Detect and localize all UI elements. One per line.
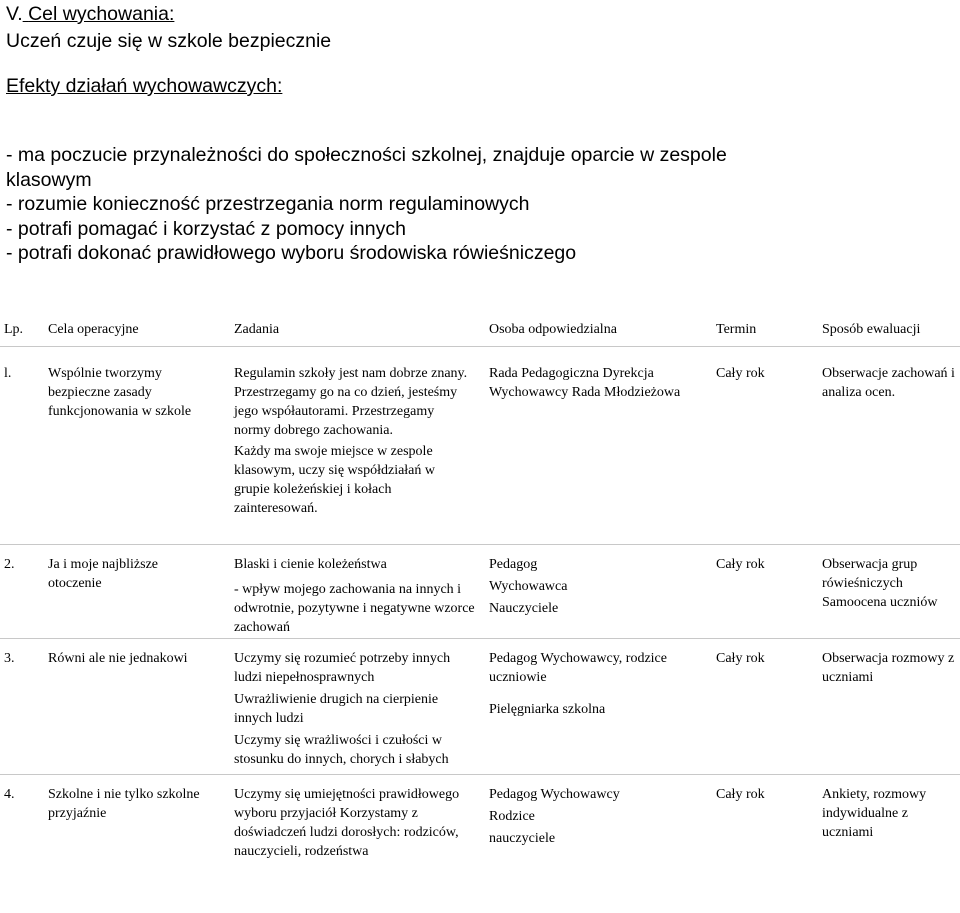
evaluation-text: Obserwacja grup rówieśniczych xyxy=(822,557,918,591)
responsible-cell xyxy=(489,364,709,402)
row-divider xyxy=(0,346,960,347)
tasks-cell xyxy=(234,364,474,518)
row-number: 2. xyxy=(4,557,15,572)
column-header-evaluation: Sposób ewaluacji xyxy=(822,322,921,337)
responsible-text: Pedagog xyxy=(489,557,538,572)
effects-item: - potrafi dokonać prawidłowego wyboru środowiska rówieśniczego xyxy=(6,242,577,264)
column-header-lp: Lp. xyxy=(4,322,24,337)
task-text: Uczymy się rozumieć potrzeby innych ludzi niepełnosprawnych xyxy=(234,651,451,685)
tasks-cell xyxy=(234,649,478,769)
responsible-text: Nauczyciele xyxy=(489,601,559,616)
evaluation-text: Ankiety, rozmowy indywidualne z uczniami xyxy=(822,787,927,840)
term-cell: Cały rok xyxy=(716,557,765,572)
task-text: Regulamin szkoły jest nam dobrze znany. Przestrzegamy go na co dzień, jesteśmy jego współautorami. Przestrzegamy normy dobrego zachowania. xyxy=(234,366,468,438)
column-header-goal: Cela operacyjne xyxy=(48,322,139,337)
effects-item: - potrafi pomagać i korzystać z pomocy innych xyxy=(6,217,406,240)
evaluation-cell xyxy=(822,555,956,612)
row-divider xyxy=(0,544,960,545)
plan-table xyxy=(0,318,960,913)
task-text: Uczymy się umiejętności prawidłowego wyboru przyjaciół Korzystamy z doświadczeń ludzi dorosłych: rodziców, nauczycieli, rodzeństwa xyxy=(234,787,460,859)
column-header-tasks: Zadania xyxy=(234,322,280,337)
effects-item: - rozumie konieczność przestrzegania norm regulaminowych xyxy=(6,193,530,215)
effects-title: Efekty działań wychowawczych: xyxy=(6,75,283,97)
responsible-text: Rodzice xyxy=(489,809,535,824)
goal-cell: Wspólnie tworzymy bezpieczne zasady funkcjonowania w szkole xyxy=(48,366,192,419)
effects-item: klasowym xyxy=(6,168,92,191)
responsible-cell xyxy=(489,785,704,848)
responsible-text: Pielęgniarka szkolna xyxy=(489,702,606,717)
tasks-cell xyxy=(234,785,480,861)
row-number: 4. xyxy=(4,787,15,802)
responsible-text: nauczyciele xyxy=(489,831,556,846)
evaluation-text: Samoocena uczniów xyxy=(822,595,938,610)
section-number: V. xyxy=(6,3,23,25)
responsible-text: Rada Pedagogiczna Dyrekcja Wychowawcy Rada Młodzieżowa xyxy=(489,366,681,400)
term-cell: Cały rok xyxy=(716,787,765,802)
evaluation-text: Obserwacja rozmowy z uczniami xyxy=(822,651,955,685)
tasks-cell xyxy=(234,555,482,637)
task-text: Uwrażliwienie drugich na cierpienie innych ludzi xyxy=(234,692,439,726)
goal-cell: Ja i moje najbliższe otoczenie xyxy=(48,557,159,591)
task-text: Blaski i cienie koleżeństwa xyxy=(234,557,387,572)
evaluation-cell xyxy=(822,649,956,687)
column-header-term: Termin xyxy=(716,322,757,337)
evaluation-cell xyxy=(822,364,956,402)
responsible-text: Pedagog Wychowawcy, rodzice uczniowie xyxy=(489,651,667,685)
row-divider xyxy=(0,774,960,775)
term-cell: Cały rok xyxy=(716,366,765,381)
responsible-text: Pedagog Wychowawcy xyxy=(489,787,620,802)
responsible-text: Wychowawca xyxy=(489,579,568,594)
responsible-cell xyxy=(489,649,704,719)
task-text: Każdy ma swoje miejsce w zespole klasowym, uczy się współdziałań w grupie koleżeńskiej i kołach zainteresowań. xyxy=(234,444,436,516)
row-divider xyxy=(0,638,960,639)
task-text: - wpływ mojego zachowania na innych i odwrotnie, pozytywne i negatywne wzorce zachowań xyxy=(234,582,475,635)
column-header-responsible: Osoba odpowiedzialna xyxy=(489,322,617,337)
term-cell: Cały rok xyxy=(716,651,765,666)
row-number: l. xyxy=(4,366,12,381)
effects-item: - ma poczucie przynależności do społeczności szkolnej, znajduje oparcie w zespole xyxy=(6,144,727,166)
effects-list xyxy=(6,143,886,266)
goal-cell: Szkolne i nie tylko szkolne przyjaźnie xyxy=(48,787,200,821)
evaluation-cell xyxy=(822,785,956,842)
section-heading xyxy=(6,2,174,26)
row-number: 3. xyxy=(4,651,15,666)
section-title: Cel wychowania: xyxy=(28,3,175,25)
section-subtitle: Uczeń czuje się w szkole bezpiecznie xyxy=(6,30,332,52)
task-text: Uczymy się wrażliwości i czułości w stosunku do innych, chorych i słabych xyxy=(234,733,449,767)
goal-cell: Równi ale nie jednakowi xyxy=(48,651,188,666)
evaluation-text: Obserwacje zachowań i analiza ocen. xyxy=(822,366,955,400)
responsible-cell xyxy=(489,555,709,618)
